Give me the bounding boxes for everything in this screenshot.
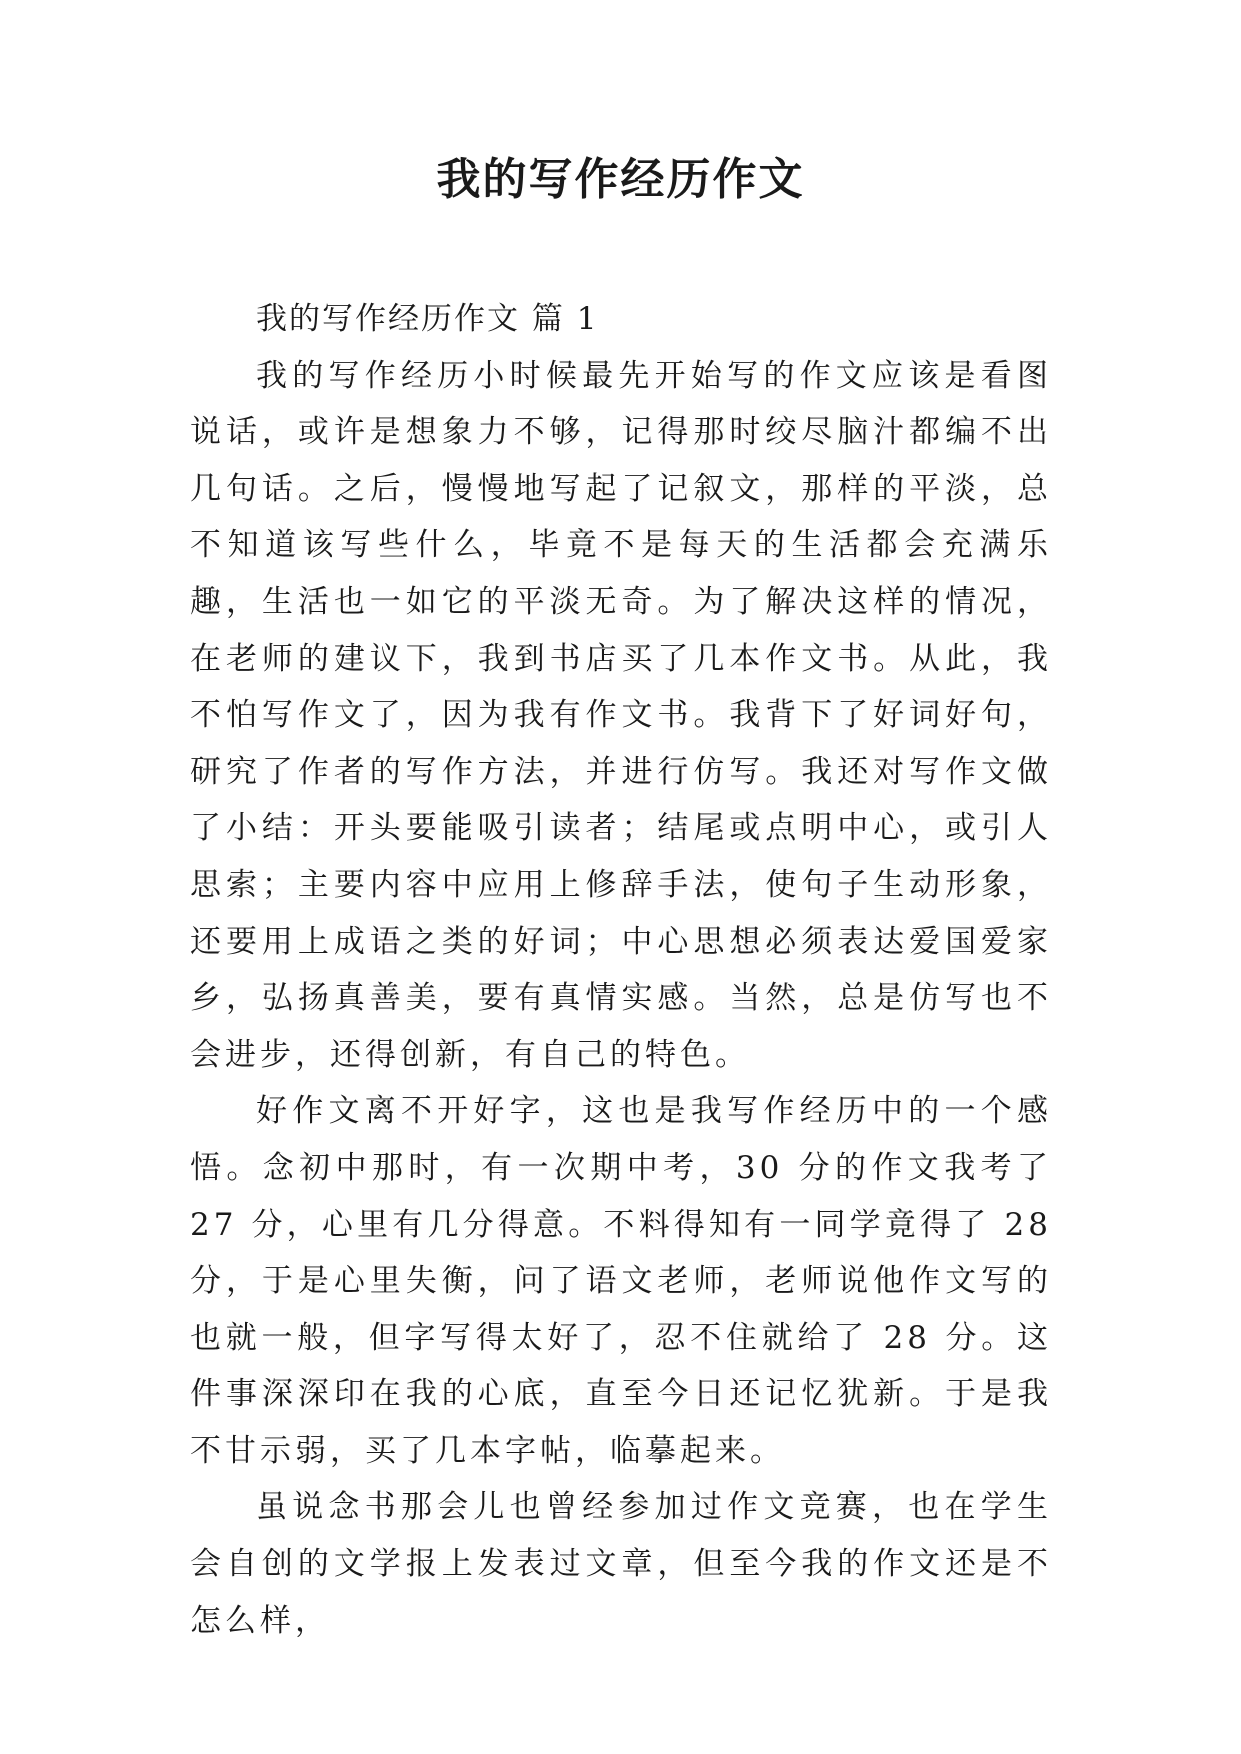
paragraph-2: 好作文离不开好字，这也是我写作经历中的一个感悟。念初中那时，有一次期中考，30 分的作文我考了 27 分，心里有几分得意。不料得知有一同学竟得了 28 分，于是心里失衡，问了语文老师，老师说他作文写的也就一般，但字写得太好了，忍不住就给了 28 分。这件事深深印在我的心底，直至今日还记忆犹新。于是我不甘示弱，买了几本字帖，临摹起来。: [190, 1093, 1052, 1469]
paragraph-3: 虽说念书那会儿也曾经参加过作文竞赛，也在学生会自创的文学报上发表过文章，但至今我的作文还是不怎么样，: [190, 1489, 1052, 1639]
document-title: 我的写作经历作文: [436, 154, 805, 205]
document-body: [190, 291, 1052, 1649]
paragraph-1: 我的写作经历小时候最先开始写的作文应该是看图说话，或许是想象力不够，记得那时绞尽脑汁都编不出几句话。之后，慢慢地写起了记叙文，那样的平淡，总不知道该写些什么，毕竟不是每天的生活都会充满乐趣，生活也一如它的平淡无奇。为了解决这样的情况，在老师的建议下，我到书店买了几本作文书。从此，我不怕写作文了，因为我有作文书。我背下了好词好句，研究了作者的写作方法，并进行仿写。我还对写作文做了小结：开头要能吸引读者；结尾或点明中心，或引人思索；主要内容中应用上修辞手法，使句子生动形象，还要用上成语之类的好词；中心思想必须表达爱国爱家乡，弘扬真善美，要有真情实感。当然，总是仿写也不会进步，还得创新，有自己的特色。: [190, 357, 1052, 1073]
section-heading: 我的写作经历作文 篇 1: [256, 301, 599, 337]
